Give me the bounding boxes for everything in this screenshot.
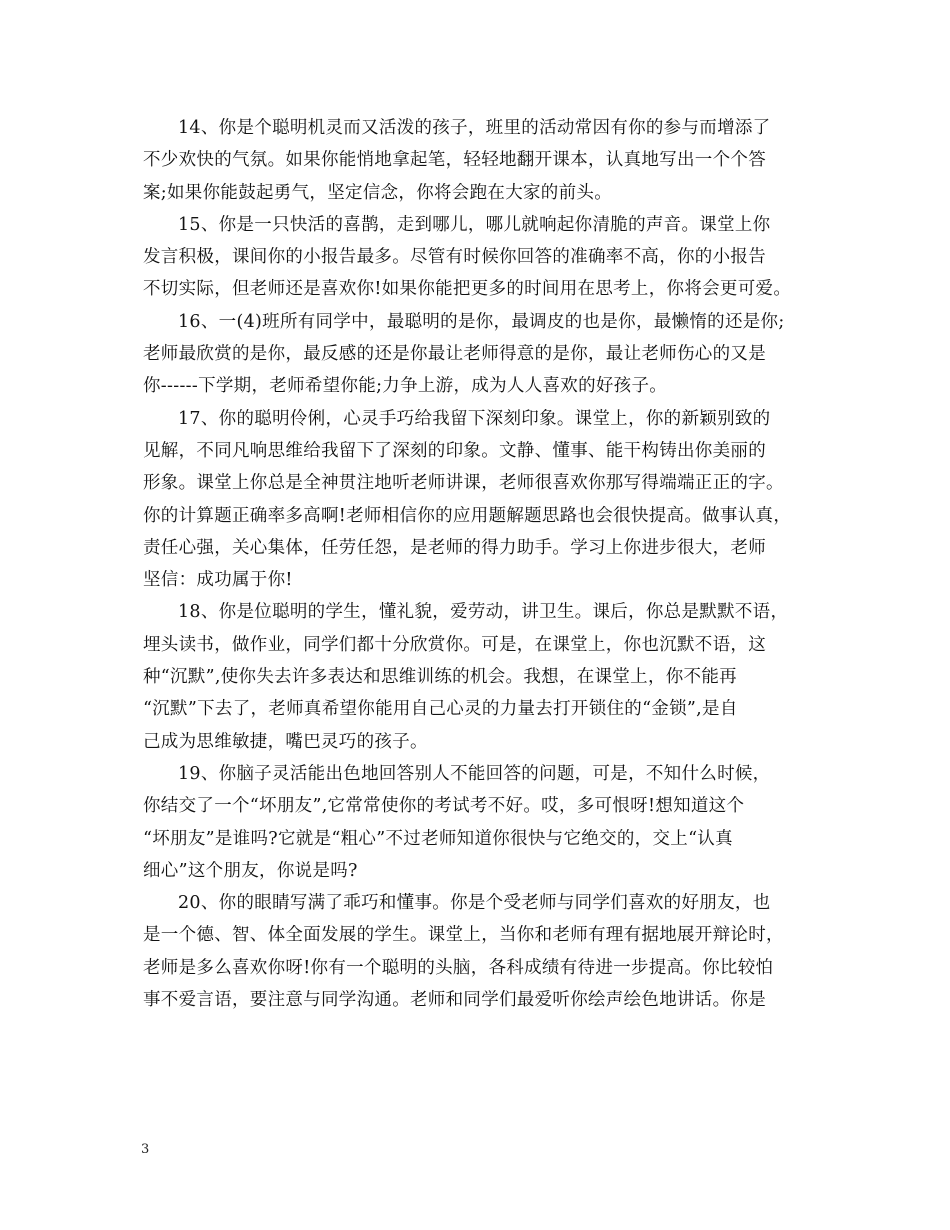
paragraph xyxy=(143,596,811,757)
text-line: 细心”这个朋友，你说是吗? xyxy=(143,860,358,881)
text-line: 案;如果你能鼓起勇气，坚定信念，你将会跑在大家的前头。 xyxy=(143,182,612,203)
text-line: 16、一(4)班所有同学中，最聪明的是你，最调皮的也是你，最懒惰的还是你; xyxy=(178,311,785,332)
text-line: 责任心强，关心集体，任劳任怨，是老师的得力助手。学习上你进步很大，老师 xyxy=(143,537,766,558)
paragraph xyxy=(143,112,811,209)
text-line: 你------下学期，老师希望你能;力争上游，成为人人喜欢的好孩子。 xyxy=(143,376,668,397)
paragraph xyxy=(143,403,811,597)
page-number: 3 xyxy=(141,1142,150,1157)
text-line: 老师是多么喜欢你呀!你有一个聪明的头脑，各科成绩有待进一步提高。你比较怕 xyxy=(143,957,774,978)
paragraph xyxy=(143,887,811,1016)
text-line: 14、你是个聪明机灵而又活泼的孩子，班里的活动常因有你的参与而增添了 xyxy=(178,118,771,138)
text-line: 15、你是一只快活的喜鹊，走到哪儿，哪儿就响起你清脆的声音。课堂上你 xyxy=(178,214,771,235)
text-line: 种“沉默”,使你失去许多表达和思维训练的机会。我想，在课堂上，你不能再 xyxy=(143,667,737,688)
text-line: 不切实际，但老师还是喜欢你!如果你能把更多的时间用在思考上，你将会更可爱。 xyxy=(143,279,792,300)
paragraph xyxy=(143,306,811,403)
text-line: 不少欢快的气氛。如果你能悄地拿起笔，轻轻地翻开课本，认真地写出一个个答 xyxy=(143,150,766,171)
text-line: 你结交了一个“坏朋友”,它常常使你的考试考不好。哎，多可恨呀!想知道这个 xyxy=(143,796,745,817)
text-line: 形象。课堂上你总是全神贯注地听老师讲课，老师很喜欢你那写得端端正正的字。 xyxy=(143,473,784,494)
paragraph xyxy=(143,758,811,887)
text-line: 事不爱言语，要注意与同学沟通。老师和同学们最爱听你绘声绘色地讲话。你是 xyxy=(143,990,766,1011)
text-line: 发言积极，课间你的小报告最多。尽管有时候你回答的准确率不高，你的小报告 xyxy=(143,247,766,268)
body-text xyxy=(143,112,811,1016)
paragraph xyxy=(143,209,811,306)
text-line: 你的计算题正确率多高啊!老师相信你的应用题解题思路也会很快提高。做事认真， xyxy=(143,505,792,526)
text-line: 20、你的眼睛写满了乖巧和懂事。你是个受老师与同学们喜欢的好朋友，也 xyxy=(178,893,771,914)
text-line: 是一个德、智、体全面发展的学生。课堂上，当你和老师有理有据地展开辩论时， xyxy=(143,925,784,946)
text-line: “坏朋友”是谁吗?它就是“粗心”不过老师知道你很快与它绝交的，交上“认真 xyxy=(143,828,733,849)
text-line: 坚信：成功属于你! xyxy=(143,570,293,591)
text-line: 17、你的聪明伶俐，心灵手巧给我留下深刻印象。课堂上，你的新颖别致的 xyxy=(178,408,771,429)
text-line: 见解，不同凡响思维给我留下了深刻的印象。文静、懂事、能干构铸出你美丽的 xyxy=(143,440,766,461)
text-line: 19、你脑子灵活能出色地回答别人不能回答的问题，可是，不知什么时候， xyxy=(178,763,771,784)
text-line: 老师最欣赏的是你，最反感的还是你最让老师得意的是你，最让老师伤心的又是 xyxy=(143,344,766,365)
text-line: 己成为思维敏捷，嘴巴灵巧的孩子。 xyxy=(143,731,428,752)
text-line: 埋头读书，做作业，同学们都十分欣赏你。可是，在课堂上，你也沉默不语，这 xyxy=(143,634,766,655)
text-line: “沉默”下去了，老师真希望你能用自己心灵的力量去打开锁住的“金锁”,是自 xyxy=(143,699,738,720)
text-line: 18、你是位聪明的学生，懂礼貌，爱劳动，讲卫生。课后，你总是默默不语， xyxy=(178,602,789,623)
